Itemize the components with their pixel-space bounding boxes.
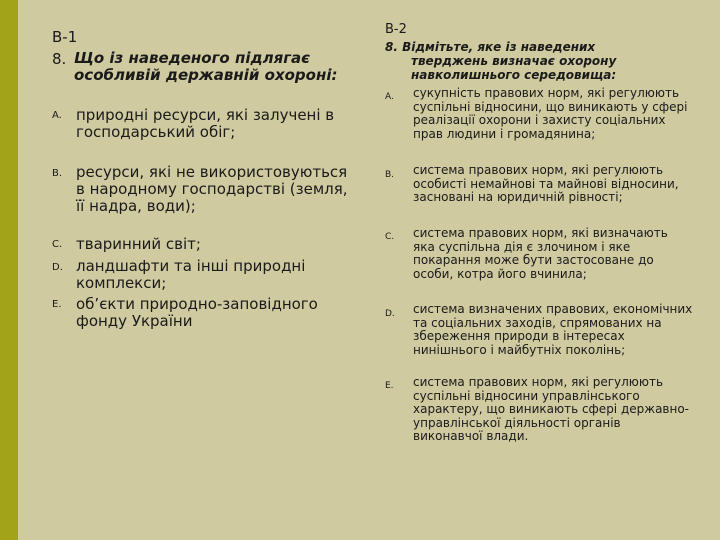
option-e-text-2: система правових норм, які регулюють суспільні відносини управлінського характеру, що виникають сфері державно-управлінської діяльності органів виконавчої влади. [413,375,690,443]
option-d-text-2: система визначених правових, економічних та соціальних заходів, спрямованих на збереження природи в інтересах нинішнього і майбутніх поколінь; [413,302,693,357]
option-e-letter-2: E. [385,381,394,391]
variant-2-title: В-2 [385,22,407,37]
option-e-letter: E. [52,299,62,310]
question-text-2 [385,40,685,82]
decorative-side-bar [0,0,18,540]
option-d-letter-2: D. [385,309,395,319]
option-b-text-2: система правових норм, які регулюють особисті немайнові та майнові відносини, засновані на юридичній рівності; [413,163,679,204]
option-a-text: природні ресурси, які залучені в господарський обіг; [76,106,335,141]
option-d-letter: D. [52,262,63,273]
question-text: Що із наведеного підлягає особливій державній охороні: [74,49,338,84]
option-c-letter: C. [52,239,63,250]
option-c-text-2: система правових норм, які визначають яка суспільна дія є злочином і яке покарання може бути застосоване до особи, котра його вчинила; [413,226,668,281]
option-a-letter-2: A. [385,92,394,102]
option-c-letter-2: C. [385,232,395,242]
question-number: 8. [52,50,67,68]
option-a-letter: A. [52,110,62,121]
variant-1-title: В-1 [52,28,78,46]
option-b-text: ресурси, які не використовуються в народному господарстві (земля, її надра, води); [76,163,348,215]
option-c-text: тваринний світ; [76,235,201,253]
option-e-text: об’єкти природно-заповідного фонду України [76,295,318,330]
option-b-letter: B. [52,168,63,179]
question-line-2: тверджень визначає охорону навколишнього середовища: [411,54,617,82]
option-a-text-2: сукупність правових норм, які регулюють суспільні відносини, що виникають у сфері реалізації охорони і захисту соціальних прав людини і громадянина; [413,86,688,141]
question-line-1: 8. Відмітьте, яке із наведених [385,40,596,54]
option-b-letter-2: B. [385,170,395,180]
option-d-text: ландшафти та інші природні комплекси; [76,257,306,292]
